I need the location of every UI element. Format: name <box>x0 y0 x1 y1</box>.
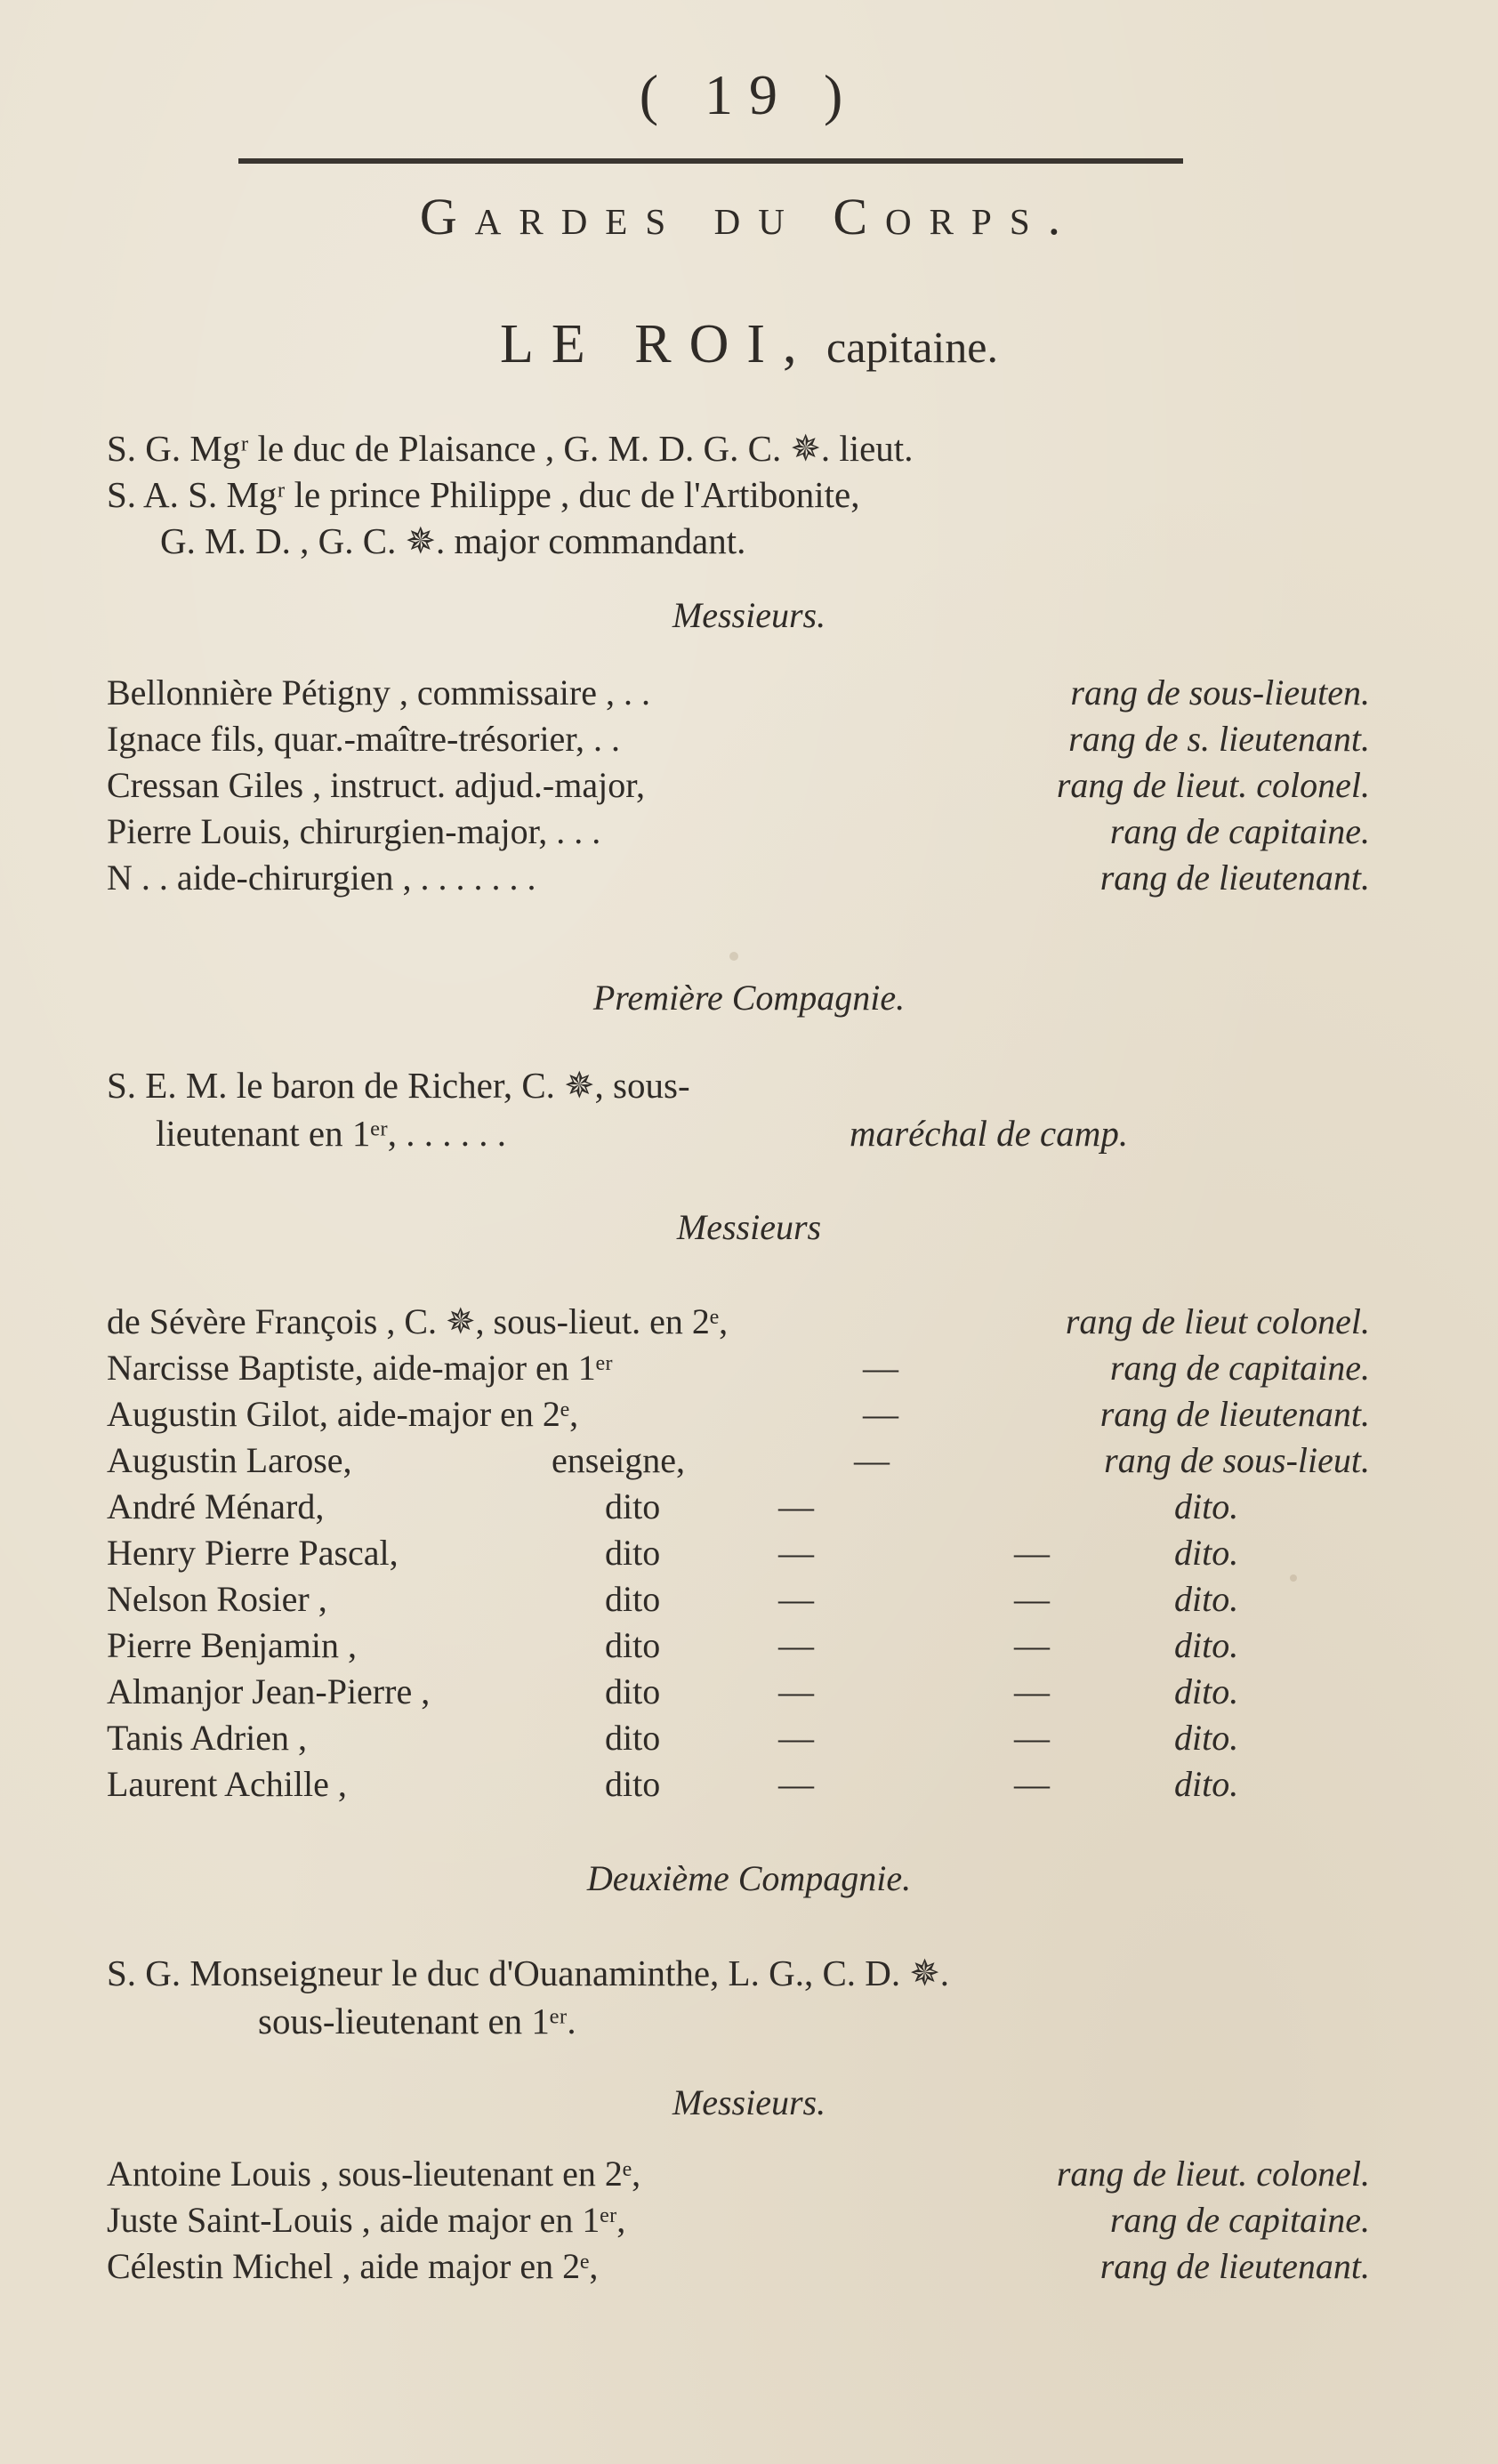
member-row <box>107 1300 1370 1345</box>
member-row <box>107 1347 1370 1391</box>
member-row <box>107 1578 1370 1623</box>
member-name: Augustin Gilot, aide-major en 2ᵉ, <box>107 1394 579 1434</box>
member-name: Nelson Rosier , <box>107 1579 327 1619</box>
member-ditto: — <box>863 1394 898 1434</box>
staff-rank: rang de capitaine. <box>1109 811 1370 851</box>
member-ditto: — <box>778 1764 814 1804</box>
header-rule <box>238 158 1183 164</box>
messieurs-heading: Messieurs. <box>672 595 826 635</box>
member-ditto: — <box>778 1533 814 1573</box>
staff-name: N . . aide-chirurgien , . . . . . . . <box>107 858 536 898</box>
member-ditto: — <box>1014 1533 1050 1573</box>
member-name: Almanjor Jean-Pierre , <box>107 1671 431 1711</box>
member-rank: dito. <box>1174 1671 1239 1711</box>
member-name: Pierre Benjamin , <box>107 1625 358 1665</box>
member-row <box>107 1624 1370 1669</box>
captain-heading <box>0 313 1498 376</box>
staff-name: Bellonnière Pétigny , commissaire , . . <box>107 672 650 713</box>
member-role: dito <box>605 1671 661 1711</box>
member-ditto: — <box>1014 1718 1050 1758</box>
staff-row <box>107 810 1370 855</box>
page-number: ( 19 ) <box>639 63 859 126</box>
member-ditto: — <box>863 1348 898 1388</box>
messieurs-heading: Messieurs <box>676 1207 822 1247</box>
member-role: dito <box>605 1764 661 1804</box>
staff-name: Pierre Louis, chirurgien-major, . . . <box>107 811 601 851</box>
officer-line: G. M. D. , G. C. ✵. major commandant. <box>160 520 746 561</box>
member-name: Juste Saint-Louis , aide major en 1ᵉʳ, <box>107 2200 626 2240</box>
member-rank: rang de capitaine. <box>1109 2200 1370 2240</box>
member-name: de Sévère François , C. ✵, sous-lieut. en 2ᵉ, <box>107 1301 729 1341</box>
member-ditto: — <box>778 1625 814 1665</box>
member-rank: dito. <box>1174 1625 1239 1665</box>
member-rank: dito. <box>1174 1579 1239 1619</box>
member-name: André Ménard, <box>107 1486 325 1526</box>
member-ditto: — <box>778 1718 814 1758</box>
member-row <box>107 1486 1370 1530</box>
member-rank: dito. <box>1174 1718 1239 1758</box>
member-name: Narcisse Baptiste, aide-major en 1ᵉʳ <box>107 1348 613 1388</box>
staff-row <box>107 672 1370 716</box>
first-company-commander: lieutenant en 1ᵉʳ, . . . . . . <box>156 1113 507 1154</box>
member-name: Tanis Adrien , <box>107 1718 307 1758</box>
member-row <box>107 2199 1370 2243</box>
member-row <box>107 1717 1370 1761</box>
staff-rank: rang de lieut. colonel. <box>1056 765 1370 805</box>
member-ditto: — <box>778 1579 814 1619</box>
member-rank: dito. <box>1174 1764 1239 1804</box>
first-company-commander-rank: maréchal de camp. <box>850 1113 1129 1154</box>
member-row <box>107 2153 1370 2197</box>
member-ditto: — <box>854 1440 890 1480</box>
member-name: Augustin Larose, <box>107 1440 352 1480</box>
member-rank: rang de capitaine. <box>1109 1348 1370 1388</box>
second-company-heading: Deuxième Compagnie. <box>586 1858 912 1898</box>
member-ditto: — <box>1014 1764 1050 1804</box>
member-row <box>107 1763 1370 1808</box>
member-row <box>107 1439 1370 1484</box>
member-ditto: — <box>1014 1671 1050 1711</box>
member-rank: dito. <box>1174 1486 1239 1526</box>
member-role: dito <box>605 1579 661 1619</box>
member-ditto: — <box>1014 1625 1050 1665</box>
officer-line: S. G. Mgʳ le duc de Plaisance , G. M. D. G. C. ✵. lieut. <box>107 428 914 469</box>
member-name: Henry Pierre Pascal, <box>107 1533 399 1573</box>
staff-row <box>107 857 1370 901</box>
member-rank: rang de lieut. colonel. <box>1056 2154 1370 2194</box>
member-ditto: — <box>1014 1579 1050 1619</box>
staff-rank: rang de sous-lieuten. <box>1070 672 1370 713</box>
staff-rank: rang de lieutenant. <box>1099 858 1370 898</box>
member-role: dito <box>605 1625 661 1665</box>
member-row <box>107 2245 1370 2290</box>
member-rank: rang de lieutenant. <box>1099 1394 1370 1434</box>
first-company-commander: S. E. M. le baron de Richer, C. ✵, sous- <box>107 1065 690 1106</box>
member-ditto: — <box>778 1486 814 1526</box>
member-rank: rang de lieutenant. <box>1099 2246 1370 2286</box>
member-ditto: — <box>778 1671 814 1711</box>
member-role: dito <box>605 1718 661 1758</box>
second-company-commander: S. G. Monseigneur le duc d'Ouanaminthe, L. G., C. D. ✵. <box>107 1953 950 1993</box>
member-rank: dito. <box>1174 1533 1239 1573</box>
paper-stain <box>729 952 738 961</box>
member-name: Antoine Louis , sous-lieutenant en 2ᵉ, <box>107 2154 641 2194</box>
member-rank: rang de lieut colonel. <box>1065 1301 1370 1341</box>
staff-row <box>107 718 1370 762</box>
member-row <box>107 1671 1370 1715</box>
messieurs-heading: Messieurs. <box>672 2082 826 2122</box>
staff-name: Ignace fils, quar.-maître-trésorier, . . <box>107 719 621 759</box>
staff-rank: rang de s. lieutenant. <box>1068 719 1370 759</box>
member-role: enseigne, <box>552 1440 685 1480</box>
member-row <box>107 1532 1370 1576</box>
member-name: Laurent Achille , <box>107 1764 347 1804</box>
first-company-heading: Première Compagnie. <box>592 978 906 1018</box>
staff-name: Cressan Giles , instruct. adjud.-major, <box>107 765 645 805</box>
king-label: LE ROI, <box>500 314 815 374</box>
member-row <box>107 1393 1370 1437</box>
member-role: dito <box>605 1486 661 1526</box>
second-company-commander: sous-lieutenant en 1ᵉʳ. <box>258 2001 576 2041</box>
member-role: dito <box>605 1533 661 1573</box>
officer-line: S. A. S. Mgʳ le prince Philippe , duc de l'Artibonite, <box>107 474 860 515</box>
captain-role: capitaine. <box>826 322 998 372</box>
member-name: Célestin Michel , aide major en 2ᵉ, <box>107 2246 599 2286</box>
staff-row <box>107 764 1370 809</box>
member-rank: rang de sous-lieut. <box>1104 1440 1370 1480</box>
page-title: Gardes du Corps. <box>419 188 1079 246</box>
